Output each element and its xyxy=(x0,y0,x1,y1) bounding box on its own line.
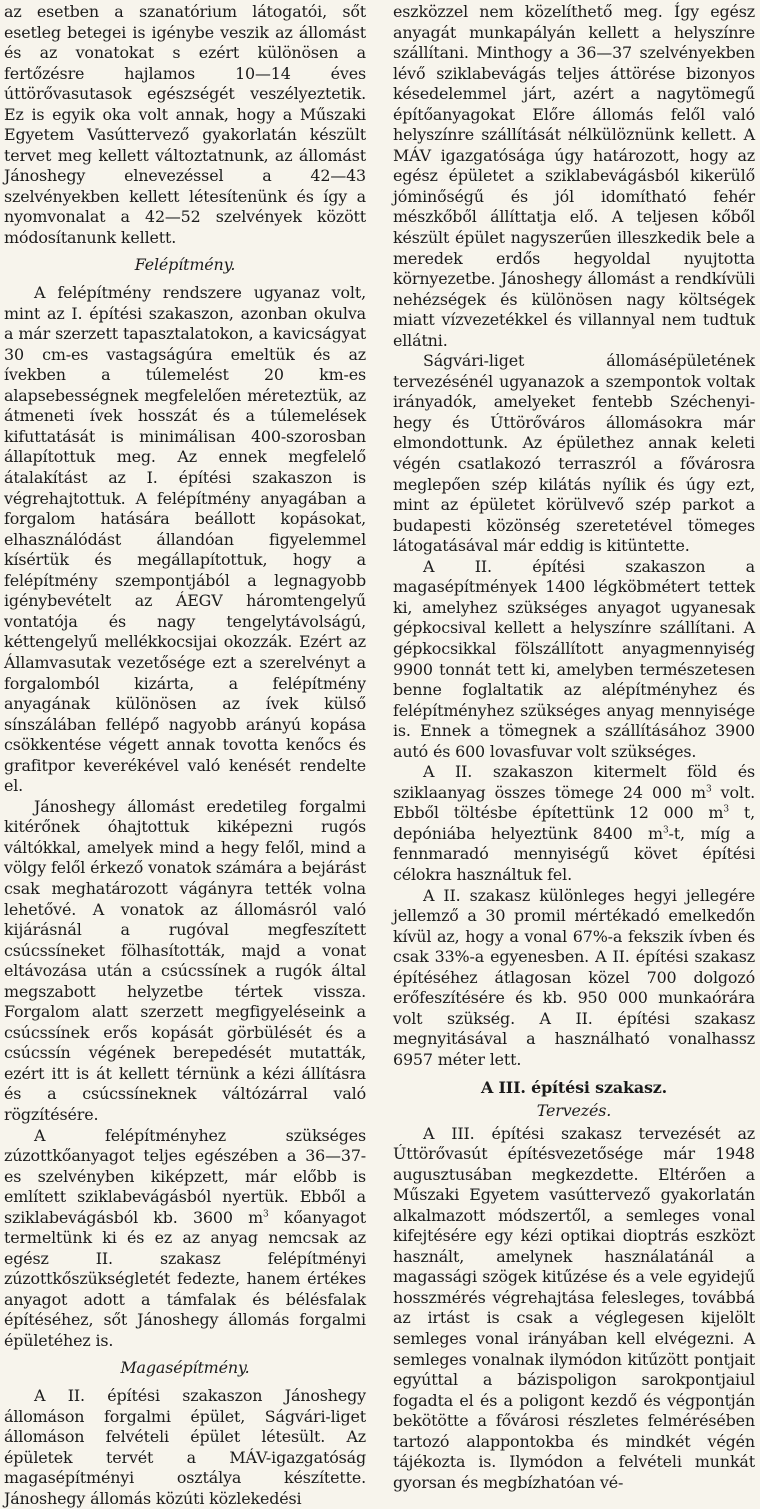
paragraph-felepitmeny-1: A felépítmény rendszere ugyanaz volt, mint az I. építési szakaszon, azonban okulva a már szerzett tapasztalatokon, a kavicságyat 30 cm-es vastagságúra emeltük és az ívekben a túlemelést 20 km-es alapsebességnek megfelelően méreteztük, az átmeneti ívek hosszát és a túlemelések kifuttatását is minimálisan 400-szorosban állapítottuk meg. Az ennek megfelelő átalakítást az I. építési szakaszon is végrehajtottuk. A felépítmény anyagában a forgalom hatására beállott kopásokat, elhasználódást állandóan figyelemmel kísértük és megállapítottuk, hogy a felépítmény szempontjából a legnagyobb igénybevételt az ÁEGV háromtengelyű vontatója és nagy tengelytávolságú, kéttengelyű mellékkocsijai okozzák. Ezért az Államvasutak vezetősége ezt a szerelvényt a forgalomból kizárta, a felépítmény anyagának különösen az ívek külső sínszálában fellépő nagyobb arányú kopása csökkentése végett annak tovotta kenőcs és grafitpor keverékével való kenését rendelte el. xyxy=(4,283,366,796)
superscript: 3 xyxy=(263,1209,269,1220)
subsection-heading-tervezes: Tervezés. xyxy=(536,1100,612,1120)
paragraph-iii-1: A III. építési szakasz tervezését az Úttörővasút építésvezetősége már 1948 augusztusában megkezdette. Eltérően a Műszaki Egyetem vasúttervező gyakorlatán alkalmazott módszertől, a semleges vonal kifejtésére egy kézi optikai dioptrás eszközt használt, amelynek használatánál a magassági szögek kitűzése és a vele egyidejű hosszmérés végrehajtása felesleges, továbbá az irtást is csak a véglegesen kijelölt semleges vonal irányában kell elvégezni. A semleges vonalnak ilymódon kitűzött pontjait egyúttal a bázispoligon sarokpontjaiul fogadta el és a poligont kezdő és végpontján bekötötte a fővárosi részletes felmérésében tartozó alappontokba és mindkét végén tájékozta is. Ilymódon a felvételi munkát gyorsan és megbízhatóan vé- xyxy=(393,1123,755,1492)
paragraph-felepitmeny-2: Jánoshegy állomást eredetileg forgalmi kitérőnek óhajtottuk kiképezni rugós váltókkal, amelyek mind a hegy felől, mind a völgy felől érkező vonatok számára a bejárást csak meghatározott vágányra tették volna lehetővé. A vonatok az állomásról való kijárásnál a rugóval megfeszített csúcssíneket fölhasították, majd a vonat eltávozása után a csúcssínek a rugók által megszabott helyzetbe tértek vissza. Forgalom alatt szerzett megfigyeléseink a csúcssínek erős kopását görbülését és a csúcssín végének berepedését mutatták, ezért itt is át kellett térnünk a kézi állításra és a csúcssíneknek váltózárral való rögzítésére. xyxy=(4,796,366,1124)
paragraph-magasepitmeny-1: A II. építési szakaszon Jánoshegy állomáson forgalmi épület, Ságvári-liget állomáson felvételi épület létesült. Az épületek tervét a MÁV-igazgatóság magasépítményi osztálya készítette. Jánoshegy állomás közúti közlekedési xyxy=(4,1386,366,1508)
paragraph-intro: az esetben a szanatórium látogatói, sőt esetleg betegei is igénybe veszik az állomást és az vonatokat s ezért különösen a fertőzésre hajlamos 10—14 éves úttörővasutasok egészségét veszélyeztetik. Ez is egyik oka volt annak, hogy a Műszaki Egyetem Vasúttervező gyakorlatán készült tervet meg kellett változtatnunk, az állomást Jánoshegy elnevezéssel a 42—43 szelvényekben kellett létesítenünk és így a nyomvonalat a 42—52 szelvények között módosítanunk kellett. xyxy=(4,2,366,248)
superscript: 3 xyxy=(723,805,729,816)
paragraph-ii-volumes: A II. építési szakaszon a magasépítmények 1400 légköbmétert tettek ki, amelyhez szükséges anyagot ugyanesak gépkocsival kellett a helyszínre szállítani. A gépkocsikkal fölszállított anyagmennyiség 9900 tonnát tett ki, amelyben természetesen benne foglaltatik az alépítményhez és felépítményhez szükséges anyag mennyisége is. Ennek a tömegnek a szállításához 3900 autó és 600 lovasfuvar volt szükséges. xyxy=(393,556,755,761)
superscript: 3 xyxy=(705,784,712,795)
text-run: volt. Ebből töltésbe építettünk 12 000 m xyxy=(393,782,755,823)
text-run: t, depóniába helyeztünk 8400 m xyxy=(393,803,755,843)
paragraph-ii-earthwork xyxy=(393,762,755,885)
right-column xyxy=(393,2,755,1492)
paragraph-felepitmeny-3 xyxy=(4,1126,366,1352)
superscript: 3 xyxy=(662,825,669,836)
section-heading-iii: A III. építési szakasz. xyxy=(480,1078,668,1098)
section-heading-magasepitmeny: Magasépítmény. xyxy=(120,1357,250,1377)
section-heading-felepitmeny: Felépítmény. xyxy=(134,254,236,274)
left-column xyxy=(4,2,366,1508)
text-run: A II. szakaszon kitermelt föld és sziklaanyag összes tömege 24 000 m xyxy=(393,762,755,802)
paragraph-sagvari-liget: Ságvári-liget állomásépületének tervezésénél ugyanazok a szempontok voltak irányadók, amelyeket fentebb Széchenyi-hegy és Úttörőváros állomásokra már elmondottunk. Az épülethez annak keleti végén csatlakozó terraszról a fővárosra meglepően szép kilátás nyílik és úgy ezt, mint az épületet körülvevő szép parkot a budapesti közönség szeretetével tömeges látogatásával már eddig is kitüntette. xyxy=(393,351,755,556)
text-run: kőanyagot termeltünk ki és ez az anyag nemcsak az egész II. szakasz felépítményi zúzottkőszükségletét fedezte, hanem értékes anyagot adott a támfalak és bélésfalak építéséhez, sőt Jánoshegy állomás forgalmi épületéhez is. xyxy=(4,1207,366,1350)
paragraph-continuation: eszközzel nem közelíthető meg. Így egész anyagát munkapályán kellett a helyszínre szállítani. Minthogy a 36—37 szelvényekben lévő sziklabevágás teljes áttörése bizonyos késedelemmel járt, azért a nagytömegű építőanyagokat Előre állomás felől való helyszínre szállítását nélkülöznünk kellett. A MÁV igazgatósága úgy határozott, hogy az egész épületet a sziklabevágásból kikerülő jóminőségű és jól idomítható fehér mészkőből állíttatja elő. A teljesen kőből készült épület nagyszerűen illeszkedik bele a meredek erdős hegyoldal nyujtotta környezetbe. Jánoshegy állomást a rendkívüli nehézségek és különösen nagy költségek miatt vízvezetékkel és villannyal nem tudtuk ellátni. xyxy=(393,2,755,350)
text-run: -t, míg a fennmaradó mennyiségű követ építési célokra használtuk fel. xyxy=(393,823,755,884)
paragraph-ii-summary: A II. szakasz különleges hegyi jellegére jellemző a 30 promil mértékadó emelkedőn kívül az, hogy a vonal 67%-a fekszik ívben és csak 33%-a egyenesben. A II. építési szakasz építéséhez átlagosan közel 700 dolgozó erőfeszítésére és kb. 950 000 munkaórára volt szükség. A II. építési szakasz megnyitásával a használható vonalhassz 6957 méter lett. xyxy=(393,885,755,1069)
text-run: A felépítményhez szükséges zúzottkőanyagot teljes egészében a 36—37-es szelvényben kiképzett, már előbb is említett sziklabevágásból nyertük. Ebből a sziklabevágásból kb. 3600 m xyxy=(4,1125,366,1227)
